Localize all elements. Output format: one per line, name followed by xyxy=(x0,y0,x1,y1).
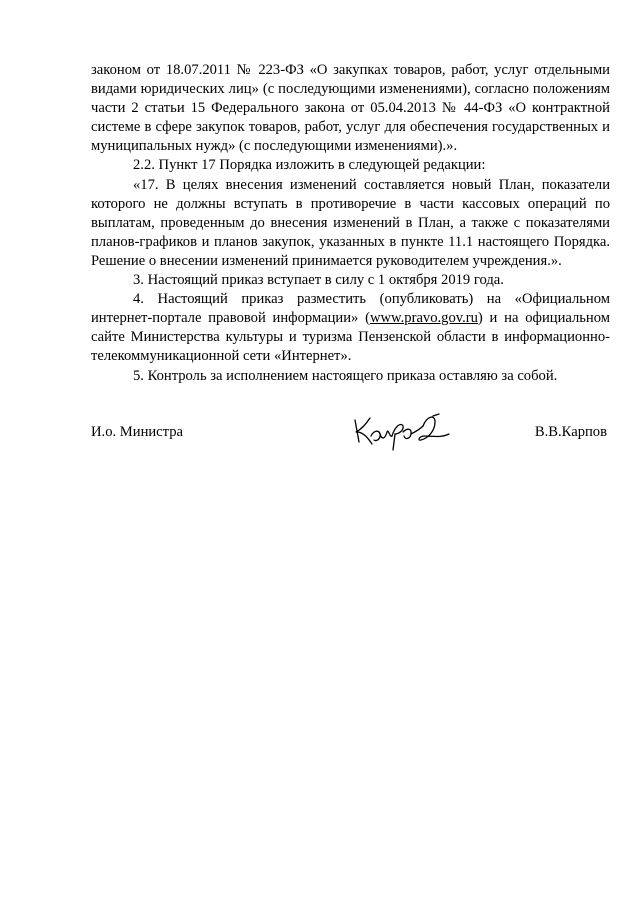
paragraph-item-5: 5. Контроль за исполнением настоящего приказа оставляю за собой. xyxy=(133,367,558,384)
document-body xyxy=(91,61,610,386)
paragraph-item-4 xyxy=(91,290,610,366)
paragraph-item-17-text: «17. В целях внесения изменений составляется новый План, показатели которого не должны вступать в противоречие в части кассовых операций по выплатам, проведенным до внесения изменений в План, а также с показателями планов-графиков и планов закупок, указанных в пункте 11.1 настоящего Порядка. Решение о внесении изменений принимается руководителем учреждения.». xyxy=(91,176,610,269)
signatory-name: В.В.Карпов xyxy=(534,424,607,440)
item-4-text-start: 4. Настоящий приказ разместить (опубликовать) на «Официальном интернет-портале правовой информации» ( xyxy=(91,291,610,327)
paragraph-continuation: законом от 18.07.2011 № 223-ФЗ «О закупках товаров, работ, услуг отдельными видами юридических лиц» (с последующими изменениями), согласно положениям части 2 статьи 15 Федерального закона от 05.04.2013 № 44-ФЗ «О контрактной системе в сфере закупок товаров, работ, услуг для обеспечения государственных и муниципальных нужд» (с последующими изменениями).». xyxy=(91,62,610,155)
pravo-gov-link[interactable]: www.pravo.gov.ru xyxy=(369,310,478,327)
item-4-text-end: ) и на официальном сайте Министерства культуры и туризма Пензенской области в информационно-телекоммуникационной сети «Интернет». xyxy=(91,310,610,365)
paragraph-item-2-2: 2.2. Пункт 17 Порядка изложить в следующей редакции: xyxy=(133,157,486,174)
paragraph-item-3: 3. Настоящий приказ вступает в силу с 1 октября 2019 года. xyxy=(133,272,504,289)
handwritten-signature xyxy=(349,412,459,452)
signature-block xyxy=(91,412,610,452)
signatory-position: И.о. Министра xyxy=(91,424,183,440)
